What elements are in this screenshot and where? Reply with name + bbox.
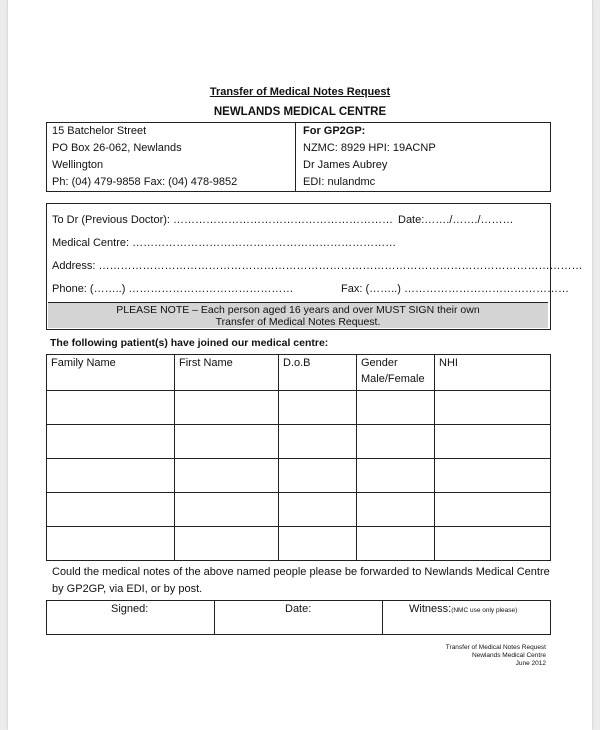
- date-cell[interactable]: [215, 601, 383, 635]
- gp2gp-edi: EDI: nulandmc: [303, 176, 376, 188]
- col-dob: D.o.B: [279, 355, 357, 391]
- cell[interactable]: [435, 459, 551, 493]
- phone-field[interactable]: Phone: (……..) ………………………………………: [52, 283, 294, 295]
- footer-line-2: Newlands Medical Centre: [471, 652, 546, 659]
- col-gender: [357, 355, 435, 391]
- cell[interactable]: [175, 391, 279, 425]
- cell[interactable]: [47, 459, 175, 493]
- cell[interactable]: [435, 493, 551, 527]
- address-field[interactable]: Address: ……………………………………………………………………………………………………………………: [52, 260, 583, 272]
- patients-heading: The following patient(s) have joined our medical centre:: [50, 337, 329, 349]
- col-gender-label: Gender: [361, 357, 398, 369]
- cell[interactable]: [357, 391, 435, 425]
- cell[interactable]: [47, 493, 175, 527]
- cell[interactable]: [47, 527, 175, 561]
- witness-label: Witness:: [409, 603, 452, 615]
- forward-text-line-2: by GP2GP, via EDI, or by post.: [52, 583, 203, 595]
- address-line-4: Ph: (04) 479-9858 Fax: (04) 478-9852: [52, 176, 238, 188]
- cell[interactable]: [279, 391, 357, 425]
- cell[interactable]: [279, 425, 357, 459]
- date-field[interactable]: Date:……./……./………: [398, 214, 514, 226]
- cell[interactable]: [357, 425, 435, 459]
- centre-name: NEWLANDS MEDICAL CENTRE: [213, 106, 387, 118]
- cell[interactable]: [175, 527, 279, 561]
- cell[interactable]: [357, 493, 435, 527]
- please-note-banner: [48, 302, 548, 328]
- address-line-3: Wellington: [52, 159, 104, 171]
- col-gender-options: Male/Female: [361, 373, 425, 385]
- address-line-2: PO Box 26-062, Newlands: [52, 142, 182, 154]
- date-label: Date:: [285, 603, 312, 615]
- witness-note: (NMC use only please): [451, 607, 518, 614]
- table-row[interactable]: [47, 391, 551, 425]
- footer: [446, 644, 546, 668]
- fax-field[interactable]: Fax: (……..) ………………………………………: [341, 283, 569, 295]
- cell[interactable]: [47, 391, 175, 425]
- gp2gp-heading: For GP2GP:: [303, 125, 366, 137]
- table-header-row: [47, 355, 551, 391]
- col-family-name: Family Name: [47, 355, 175, 391]
- document-page: [8, 0, 592, 730]
- patients-table: [46, 354, 551, 561]
- cell[interactable]: [279, 527, 357, 561]
- cell[interactable]: [435, 425, 551, 459]
- footer-line-1: Transfer of Medical Notes Request: [445, 644, 546, 651]
- cell[interactable]: [279, 493, 357, 527]
- signed-cell[interactable]: [47, 601, 215, 635]
- address-box: [46, 122, 551, 192]
- to-dr-field[interactable]: To Dr (Previous Doctor): ……………………………………………………: [52, 214, 394, 226]
- cell[interactable]: [435, 527, 551, 561]
- table-row[interactable]: [47, 493, 551, 527]
- note-line-1: PLEASE NOTE – Each person aged 16 years and over MUST SIGN their own: [116, 304, 480, 316]
- cell[interactable]: [357, 527, 435, 561]
- footer-line-3: June 2012: [515, 660, 546, 667]
- gp2gp-doctor: Dr James Aubrey: [303, 159, 388, 171]
- address-line-1: 15 Batchelor Street: [52, 125, 147, 137]
- cell[interactable]: [175, 459, 279, 493]
- signed-label: Signed:: [111, 603, 149, 615]
- gp2gp-nzmc: NZMC: 8929 HPI: 19ACNP: [303, 142, 436, 154]
- cell[interactable]: [435, 391, 551, 425]
- col-first-name: First Name: [175, 355, 279, 391]
- table-row[interactable]: [47, 527, 551, 561]
- form-title: Transfer of Medical Notes Request: [209, 86, 391, 98]
- cell[interactable]: [47, 425, 175, 459]
- medical-centre-field[interactable]: Medical Centre: ………………………………………………………………: [52, 237, 397, 249]
- cell[interactable]: [175, 425, 279, 459]
- table-row[interactable]: [47, 425, 551, 459]
- cell[interactable]: [175, 493, 279, 527]
- cell[interactable]: [357, 459, 435, 493]
- col-nhi: NHI: [435, 355, 551, 391]
- table-row[interactable]: [47, 459, 551, 493]
- address-divider: [295, 123, 296, 191]
- note-line-2: Transfer of Medical Notes Request.: [215, 316, 381, 328]
- witness-cell[interactable]: [383, 601, 551, 635]
- forward-text-line-1: Could the medical notes of the above named people please be forwarded to Newlands Medical Centre: [52, 566, 550, 578]
- signature-table: [46, 600, 551, 635]
- cell[interactable]: [279, 459, 357, 493]
